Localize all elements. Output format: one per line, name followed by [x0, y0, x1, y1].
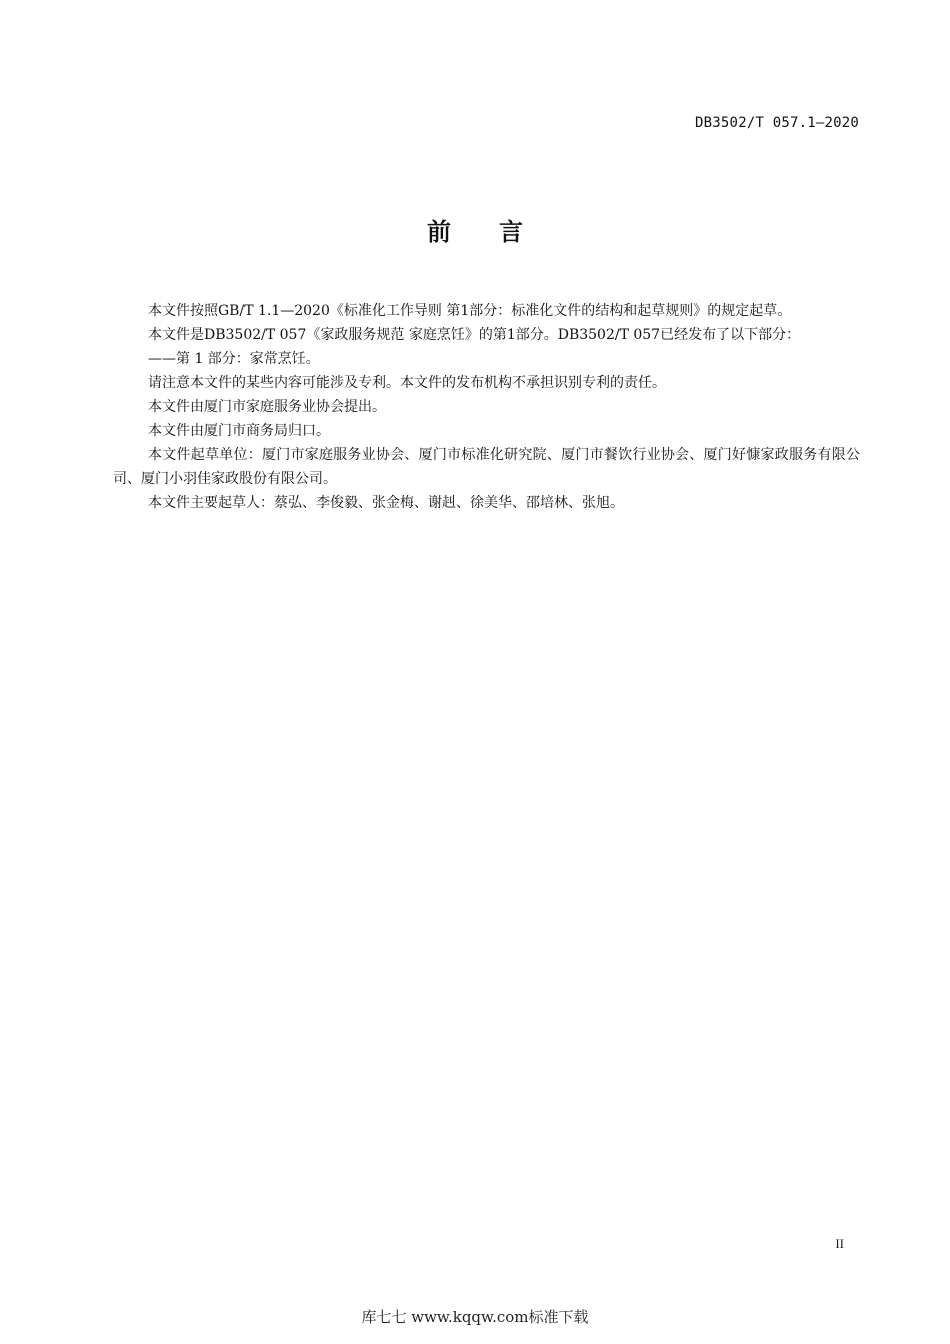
document-code: DB3502/T 057.1—2020: [695, 115, 859, 131]
paragraph-drafting-units: 本文件起草单位：厦门市家庭服务业协会、厦门市标准化研究院、厦门市餐饮行业协会、厦门好慷家政服务有限公司、厦门小羽佳家政股份有限公司。: [113, 447, 860, 487]
foreword-body: [113, 299, 860, 515]
paragraph-patent-notice: 请注意本文件的某些内容可能涉及专利。本文件的发布机构不承担识别专利的责任。: [148, 375, 666, 391]
paragraph-part-info: 本文件是DB3502/T 057《家政服务规范 家庭烹饪》的第1部分。DB3502/T 057已经发布了以下部分：: [148, 327, 801, 343]
paragraph-part-list-item: ——第 1 部分：家常烹饪。: [148, 351, 320, 367]
paragraph-drafting-rules: 本文件按照GB/T 1.1—2020《标准化工作导则 第1部分：标准化文件的结构和起草规则》的规定起草。: [148, 303, 792, 319]
footer-watermark: 库七七 www.kqqw.com标准下载: [361, 1308, 589, 1326]
paragraph-drafters: 本文件主要起草人：蔡弘、李俊毅、张金梅、谢赳、徐美华、邵培林、张旭。: [148, 495, 624, 511]
paragraph-governing-body: 本文件由厦门市商务局归口。: [148, 423, 330, 439]
paragraph-proposer: 本文件由厦门市家庭服务业协会提出。: [148, 399, 386, 415]
page-title: 前言: [427, 218, 571, 246]
page-number: II: [835, 1236, 844, 1251]
